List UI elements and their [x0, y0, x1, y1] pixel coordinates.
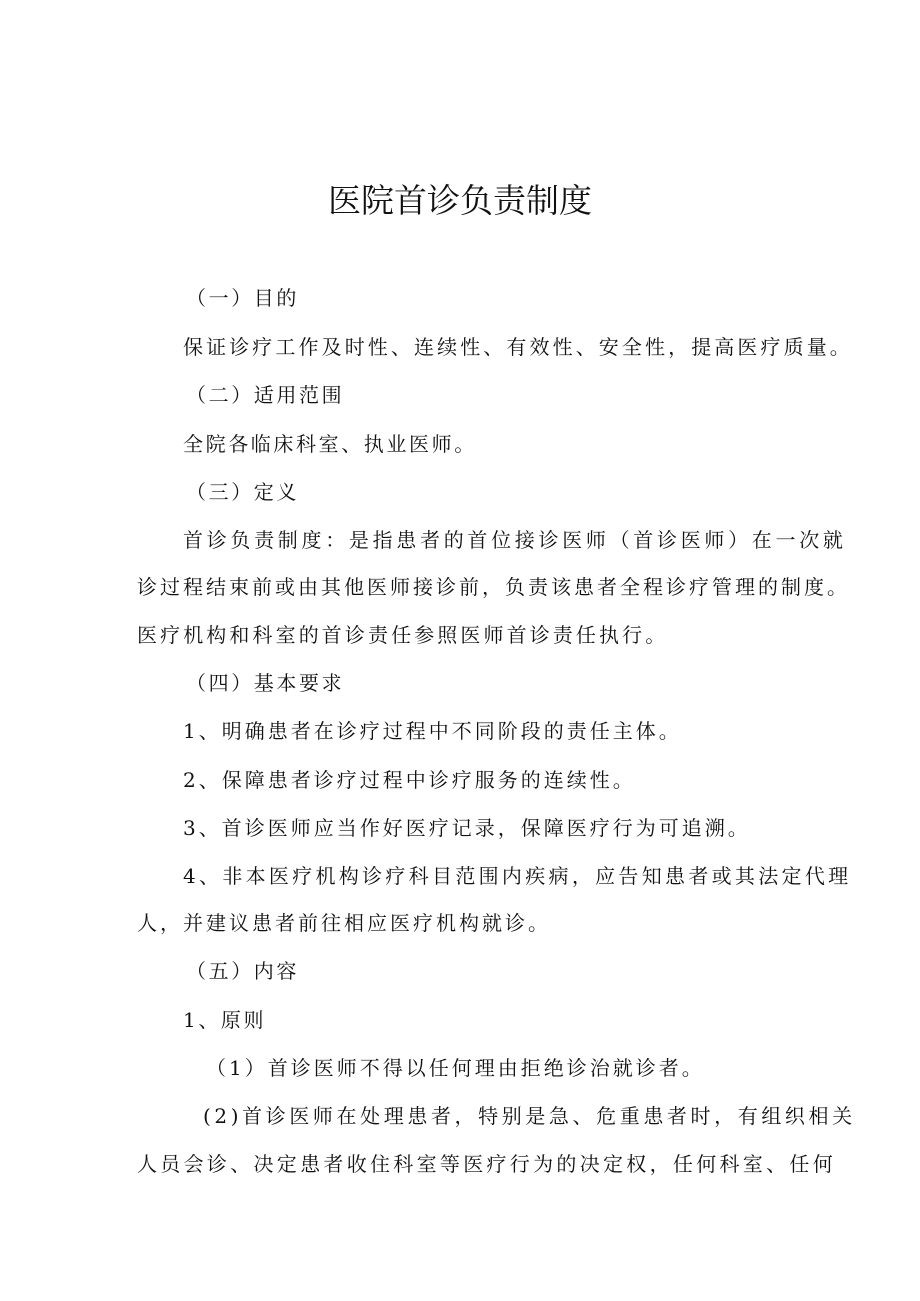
requirement-item-4-line-1: 4、非本医疗机构诊疗科目范围内疾病，应告知患者或其法定代理: [183, 864, 852, 888]
paragraph-definition-line-1: 首诊负责制度：是指患者的首位接诊医师（首诊医师）在一次就: [183, 528, 847, 552]
section-heading-definition: （三）定义: [186, 480, 299, 504]
paragraph-definition-line-3: 医疗机构和科室的首诊责任参照医师首诊责任执行。: [137, 623, 669, 647]
requirement-item-1: 1、明确患者在诊疗过程中不同阶段的责任主体。: [183, 719, 682, 743]
principle-item-1: （1）首诊医师不得以任何理由拒绝诊治就诊者。: [206, 1056, 705, 1080]
paragraph-definition-line-2: 诊过程结束前或由其他医师接诊前，负责该患者全程诊疗管理的制度。: [137, 575, 850, 599]
principle-item-2-line-2: 人员会诊、决定患者收住科室等医疗行为的决定权，任何科室、任何: [137, 1152, 836, 1176]
content-subheading-principle: 1、原则: [183, 1008, 267, 1032]
requirement-item-2: 2、保障患者诊疗过程中诊疗服务的连续性。: [183, 768, 636, 792]
section-heading-purpose: （一）目的: [186, 286, 299, 310]
principle-item-2-line-1: (2)首诊医师在处理患者，特别是急、危重患者时，有组织相关: [203, 1104, 856, 1128]
requirement-item-4-line-2: 人，并建议患者前往相应医疗机构就诊。: [137, 911, 551, 935]
section-heading-scope: （二）适用范围: [186, 383, 345, 407]
section-heading-content: （五）内容: [186, 959, 299, 983]
paragraph-scope: 全院各临床科室、执业医师。: [183, 432, 477, 456]
section-heading-requirements: （四）基本要求: [186, 671, 345, 695]
document-title: 医院首诊负责制度: [328, 181, 592, 220]
requirement-item-3: 3、首诊医师应当作好医疗记录，保障医疗行为可追溯。: [183, 816, 751, 840]
paragraph-purpose: 保证诊疗工作及时性、连续性、有效性、安全性，提高医疗质量。: [183, 335, 853, 359]
